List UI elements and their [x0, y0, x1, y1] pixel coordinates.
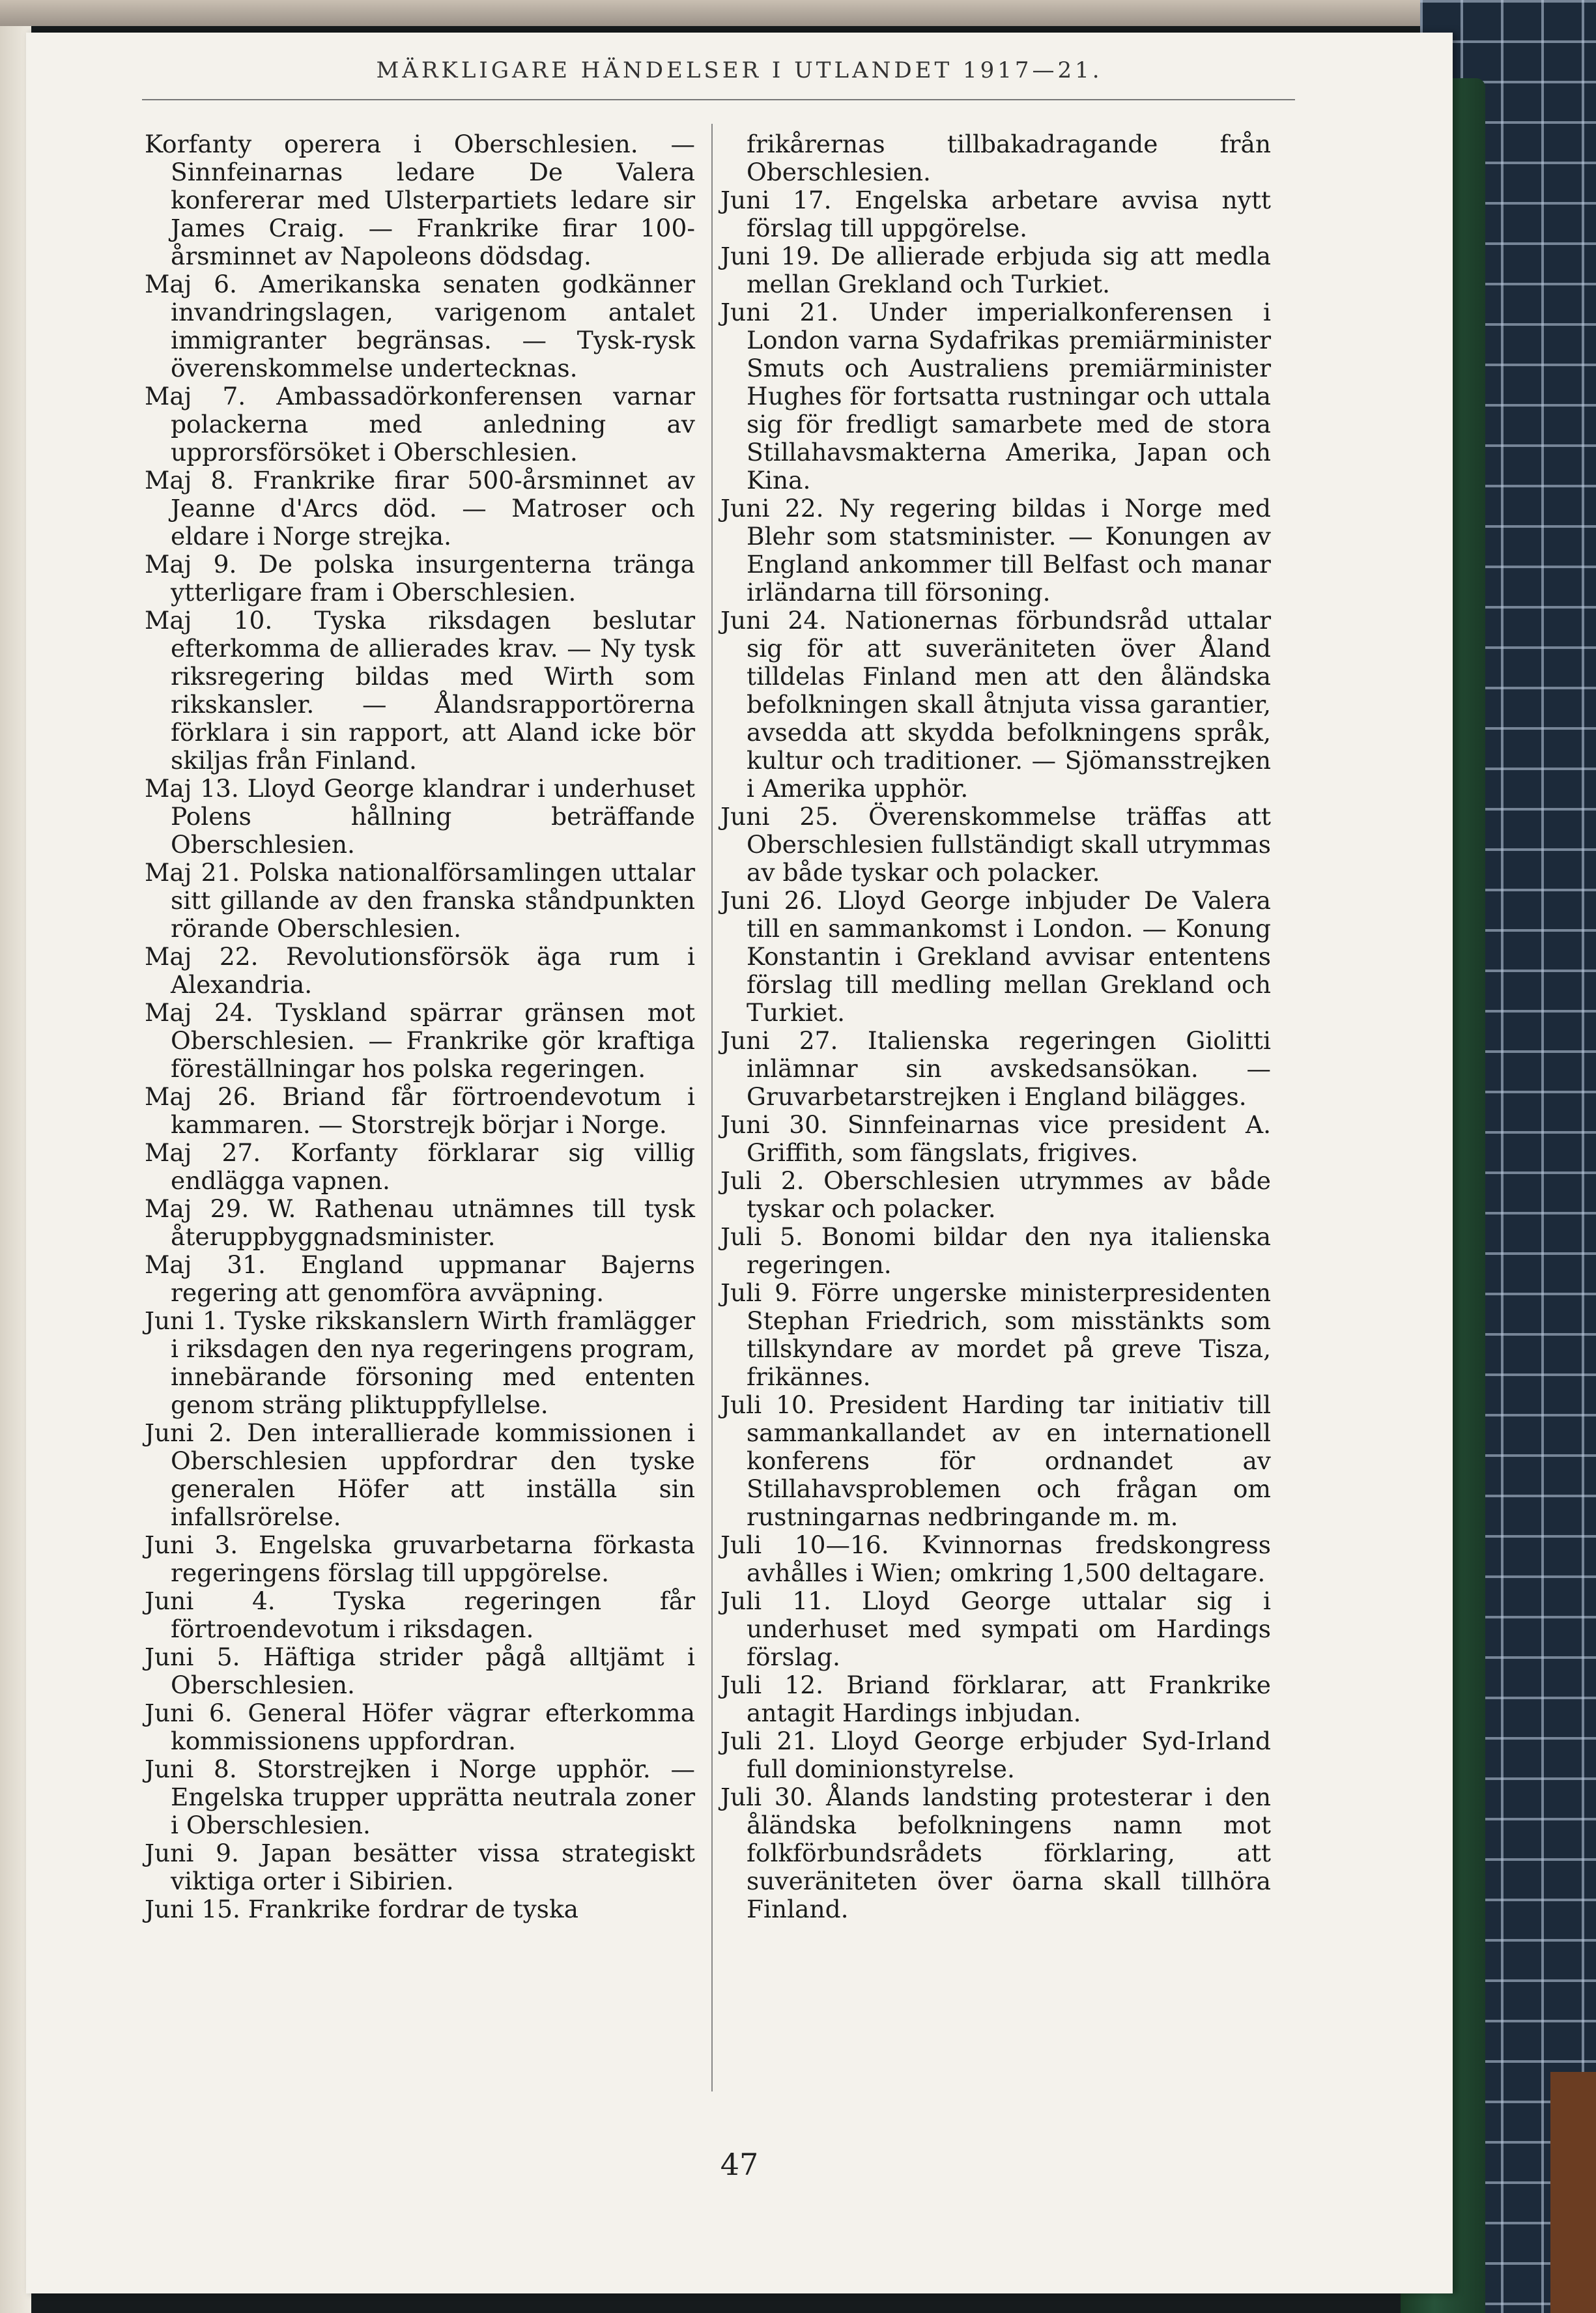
entry: Juni 25. Överenskommelse träffas att Oberschlesien fullständigt skall utrymmas av både tyskar och polacker. [720, 802, 1271, 887]
desk-background [0, 0, 1596, 26]
entry: Juni 17. Engelska arbetare avvisa nytt förslag till uppgörelse. [720, 186, 1271, 242]
entry: Juni 3. Engelska gruvarbetarna förkasta regeringens förslag till uppgörelse. [145, 1530, 695, 1587]
running-header: MÄRKLIGARE HÄNDELSER I UTLANDET 1917—21. [376, 57, 1103, 83]
right-column [720, 130, 1271, 1923]
entry: Juli 9. Förre ungerske ministerpresidenten Stephan Friedrich, som misstänkts som tillskyndare av mordet på greve Tisza, frikännes. [720, 1278, 1271, 1391]
entry: Juni 6. General Höfer vägrar efterkomma kommissionens uppfordran. [145, 1699, 695, 1755]
entry: Maj 9. De polska insurgenterna tränga ytterligare fram i Oberschlesien. [145, 550, 695, 607]
entry: Juli 10—16. Kvinnornas fredskongress avhålles i Wien; omkring 1,500 deltagare. [720, 1530, 1271, 1587]
entry: Maj 13. Lloyd George klandrar i underhuset Polens hållning beträffande Oberschlesien. [145, 774, 695, 859]
book-page [26, 33, 1453, 2293]
entry: Juni 24. Nationernas förbundsråd uttalar sig för att suveräniteten över Åland tilldelas Finland men att den åländska befolkningen skall åtnjuta vissa garantier, avsedda att skydda befolkningens språk, kultur och traditioner. — Sjömansstrejken i Amerika upphör. [720, 606, 1271, 803]
entry: Juni 15. Frankrike fordrar de tyska [145, 1895, 578, 1923]
entry: Juni 22. Ny regering bildas i Norge med Blehr som statsminister. — Konungen av England ankommer till Belfast och manar irländarna till försoning. [720, 494, 1271, 607]
entry: Maj 21. Polska nationalförsamlingen uttalar sitt gillande av den franska ståndpunkten rörande Oberschlesien. [145, 858, 695, 943]
entry: Maj 31. England uppmanar Bajerns regering att genomföra avväpning. [145, 1250, 695, 1307]
entry: Juni 5. Häftiga strider pågå alltjämt i Oberschlesien. [145, 1643, 695, 1699]
entry: Korfanty operera i Oberschlesien. — Sinnfeinarnas ledare De Valera konfererar med Ulsterpartiets ledare sir James Craig. — Frankrike firar 100-årsminnet av Napoleons dödsdag. [145, 130, 695, 270]
entry: Juni 1. Tyske rikskanslern Wirth framlägger i riksdagen den nya regeringens program, innebärande försoning med ententen genom sträng pliktuppfyllelse. [145, 1306, 695, 1419]
entry: Juli 30. Ålands landsting protesterar i den åländska befolkningens namn mot folkförbundsrådets förklaring, att suveräniteten över öarna skall tillhöra Finland. [720, 1783, 1271, 1923]
column-divider [711, 124, 713, 2091]
entry: Juni 21. Under imperialkonferensen i London varna Sydafrikas premiärminister Smuts och Australiens premiärminister Hughes för fortsatta rustningar och uttala sig för fredligt samarbete med de stora Stillahavsmakterna Amerika, Japan och Kina. [720, 298, 1271, 495]
entry: Juli 2. Oberschlesien utrymmes av både tyskar och polacker. [720, 1166, 1271, 1223]
entry: Maj 22. Revolutionsförsök äga rum i Alexandria. [145, 942, 695, 999]
table-edge [1550, 2072, 1596, 2313]
entry: Maj 10. Tyska riksdagen beslutar efterkomma de allierades krav. — Ny tysk riksregering bildas med Wirth som rikskansler. — Ålandsrapportörerna förklara i sin rapport, att Aland icke bör skiljas från Finland. [145, 606, 695, 775]
entry: Maj 7. Ambassadörkonferensen varnar polackerna med anledning av upprorsförsöket i Oberschlesien. [145, 382, 695, 467]
entry: Maj 24. Tyskland spärrar gränsen mot Oberschlesien. — Frankrike gör kraftiga föreställningar hos polska regeringen. [145, 998, 695, 1083]
entry: Juni 30. Sinnfeinarnas vice president A. Griffith, som fängslats, frigives. [720, 1110, 1271, 1167]
entry: Maj 29. W. Rathenau utnämnes till tysk återuppbyggnadsminister. [145, 1194, 695, 1251]
entry: Juni 26. Lloyd George inbjuder De Valera till en sammankomst i London. — Konung Konstantin i Grekland avvisar ententens förslag till medling mellan Grekland och Turkiet. [720, 886, 1271, 1027]
entry: Juni 8. Storstrejken i Norge upphör. — Engelska trupper upprätta neutrala zoner i Oberschlesien. [145, 1755, 695, 1839]
entry: Juni 2. Den interallierade kommissionen i Oberschlesien uppfordrar den tyske generalen Höfer att inställa sin infallsrörelse. [145, 1418, 695, 1531]
entry: Juni 19. De allierade erbjuda sig att medla mellan Grekland och Turkiet. [720, 242, 1271, 298]
entry: Maj 26. Briand får förtroendevotum i kammaren. — Storstrejk börjar i Norge. [145, 1082, 695, 1139]
entry: Maj 27. Korfanty förklarar sig villig endlägga vapnen. [145, 1138, 695, 1195]
entry: Juli 10. President Harding tar initiativ till sammankallandet av en internationell konferens för ordnandet av Stillahavsproblemen och frågan om rustningarnas nedbringande m. m. [720, 1390, 1271, 1531]
left-column [145, 130, 695, 1923]
entry: Maj 6. Amerikanska senaten godkänner invandringslagen, varigenom antalet immigranter begränsas. — Tysk-rysk överenskommelse undertecknas. [145, 270, 695, 382]
entry: Juli 12. Briand förklarar, att Frankrike antagit Hardings inbjudan. [720, 1671, 1271, 1727]
entry-continuation: frikårernas tillbakadragande från Oberschlesien. [747, 130, 1271, 186]
entry: Juni 4. Tyska regeringen får förtroendevotum i riksdagen. [145, 1587, 695, 1643]
entry: Juli 21. Lloyd George erbjuder Syd-Irland full dominionstyrelse. [720, 1727, 1271, 1783]
header-rule [142, 99, 1295, 100]
entry: Maj 8. Frankrike firar 500-årsminnet av Jeanne d'Arcs död. — Matroser och eldare i Norge strejka. [145, 466, 695, 551]
entry: Juni 9. Japan besätter vissa strategiskt viktiga orter i Sibirien. [145, 1839, 695, 1895]
entry: Juli 5. Bonomi bildar den nya italienska regeringen. [720, 1222, 1271, 1279]
entry: Juni 27. Italienska regeringen Giolitti inlämnar sin avskedsansökan. — Gruvarbetarstrejken i England bilägges. [720, 1026, 1271, 1111]
entry: Juli 11. Lloyd George uttalar sig i underhuset med sympati om Hardings förslag. [720, 1587, 1271, 1671]
page-number: 47 [720, 2147, 759, 2182]
